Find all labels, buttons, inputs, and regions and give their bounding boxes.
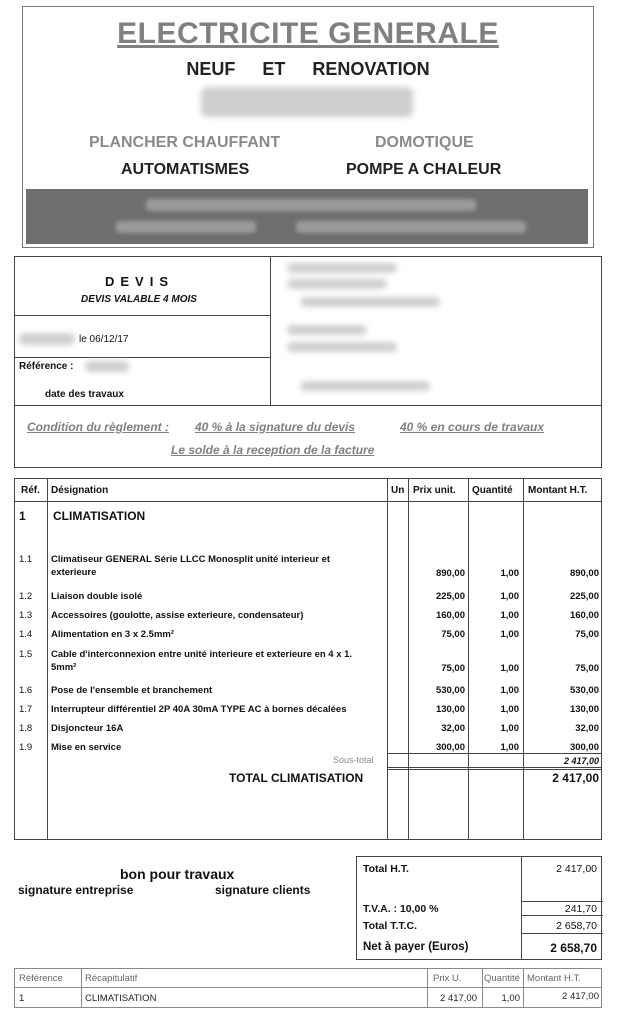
total-ttc-label: Total T.T.C. — [363, 920, 418, 932]
row-ref: 1.4 — [19, 629, 33, 640]
row-quantity: 1,00 — [500, 629, 519, 640]
row-designation-cont: 5mm² — [51, 662, 77, 673]
row-designation-cont: exterieure — [51, 567, 97, 578]
row-quantity: 1,00 — [500, 742, 519, 753]
header-quantity: Quantité — [472, 485, 513, 496]
header-unit-price: Prix unit. — [413, 485, 456, 496]
reference-label: Référence : — [19, 361, 74, 372]
condition-signature: 40 % à la signature du devis — [195, 420, 356, 434]
redacted-phone — [116, 221, 256, 233]
row-unit-price: 75,00 — [441, 663, 465, 674]
row-amount: 32,00 — [575, 723, 599, 734]
recap-header-amount: Montant H.T. — [527, 973, 581, 984]
row-unit-price: 32,00 — [441, 723, 465, 734]
redacted-city — [19, 333, 75, 345]
contact-band — [26, 189, 588, 244]
row-ref: 1.7 — [19, 704, 33, 715]
devis-info-box — [14, 256, 602, 468]
totals-box — [356, 856, 602, 960]
redacted-reference — [85, 361, 129, 372]
row-ref: 1.8 — [19, 723, 33, 734]
row-amount: 160,00 — [569, 610, 599, 621]
redacted-client-city — [300, 297, 440, 307]
row-designation: Cable d'interconnexion entre unité interieure et exterieure en 4 x 1. — [51, 649, 353, 660]
redacted-address — [146, 199, 476, 211]
recap-header-price: Prix U. — [433, 973, 462, 984]
redacted-site-name — [287, 325, 367, 335]
row-ref: 1.5 — [19, 649, 33, 660]
service-pompe: POMPE A CHALEUR — [346, 161, 502, 178]
row-designation: Pose de l'ensemble et branchement — [51, 685, 213, 696]
row-amount: 530,00 — [569, 685, 599, 696]
total-label: TOTAL CLIMATISATION — [229, 771, 364, 785]
company-header — [22, 6, 594, 248]
subtotal-label: Sous-total — [333, 755, 374, 765]
net-value: 2 658,70 — [550, 941, 597, 955]
company-name: ELECTRICITE GENERALE — [117, 17, 499, 50]
row-unit-price: 130,00 — [435, 704, 465, 715]
service-automatismes: AUTOMATISMES — [121, 161, 250, 178]
redacted-site-address — [287, 342, 397, 352]
row-unit-price: 890,00 — [435, 568, 465, 579]
tva-label: T.V.A. : 10,00 % — [363, 903, 439, 915]
tva-value: 241,70 — [564, 903, 597, 915]
redacted-email — [296, 221, 526, 233]
row-designation: Climatiseur GENERAL Série LLCC Monosplit unité interieur et — [51, 554, 331, 565]
row-quantity: 1,00 — [500, 591, 519, 602]
recap-ref: 1 — [19, 993, 25, 1004]
devis-title: DEVIS — [105, 274, 175, 289]
row-amount: 890,00 — [569, 568, 599, 579]
net-label: Net à payer (Euros) — [363, 941, 469, 953]
row-quantity: 1,00 — [500, 723, 519, 734]
items-table — [14, 478, 602, 840]
subtotal-value: 2 417,00 — [563, 756, 599, 766]
row-amount: 75,00 — [575, 629, 599, 640]
row-designation: Liaison double isolé — [51, 591, 143, 602]
recap-label: CLIMATISATION — [85, 993, 157, 1004]
row-quantity: 1,00 — [500, 704, 519, 715]
condition-progress: 40 % en cours de travaux — [400, 420, 545, 434]
row-quantity: 1,00 — [500, 685, 519, 696]
recap-header-qty: Quantité — [484, 973, 520, 984]
signature-entreprise: signature entreprise — [18, 883, 134, 897]
header-ref: Réf. — [21, 485, 40, 496]
recap-header-ref: Référence — [19, 973, 63, 984]
redacted-client-name — [287, 263, 397, 273]
total-ttc-value: 2 658,70 — [556, 920, 597, 932]
service-plancher: PLANCHER CHAUFFANT — [89, 134, 281, 151]
header-unit: Un — [391, 485, 405, 496]
bon-pour-travaux: bon pour travaux — [120, 866, 235, 882]
row-designation: Alimentation en 3 x 2.5mm² — [51, 629, 175, 640]
recap-price: 2 417,00 — [440, 993, 477, 1004]
redacted-client-address — [287, 279, 387, 289]
service-domotique: DOMOTIQUE — [375, 134, 474, 151]
row-ref: 1.1 — [19, 554, 33, 565]
row-ref: 1.2 — [19, 591, 33, 602]
row-quantity: 1,00 — [500, 568, 519, 579]
row-designation: Accessoires (goulotte, assise exterieure, condensateur) — [51, 610, 304, 621]
redacted-owner-name — [201, 87, 413, 117]
redacted-site-city — [300, 381, 430, 391]
row-ref: 1.6 — [19, 685, 33, 696]
header-designation: Désignation — [51, 485, 109, 496]
total-value: 2 417,00 — [552, 771, 599, 785]
row-designation: Mise en service — [51, 742, 122, 753]
recap-qty: 1,00 — [501, 993, 520, 1004]
row-unit-price: 160,00 — [435, 610, 465, 621]
row-designation: Interrupteur différentiel 2P 40A 30mA TYPE AC à bornes décalées — [51, 704, 347, 715]
row-ref: 1.3 — [19, 610, 33, 621]
total-ht-value: 2 417,00 — [556, 863, 597, 875]
recap-amount: 2 417,00 — [562, 991, 599, 1002]
conditions-label: Condition du règlement : — [27, 420, 169, 434]
row-amount: 225,00 — [569, 591, 599, 602]
works-date-label: date des travaux — [45, 389, 124, 400]
company-tagline: NEUF ET RENOVATION — [186, 59, 430, 79]
total-ht-label: Total H.T. — [363, 863, 409, 875]
row-unit-price: 300,00 — [435, 742, 465, 753]
row-unit-price: 225,00 — [435, 591, 465, 602]
row-amount: 75,00 — [575, 663, 599, 674]
recap-table — [14, 968, 602, 1008]
header-amount: Montant H.T. — [528, 485, 588, 496]
row-unit-price: 530,00 — [435, 685, 465, 696]
row-unit-price: 75,00 — [441, 629, 465, 640]
section-title: CLIMATISATION — [53, 509, 146, 523]
row-quantity: 1,00 — [500, 663, 519, 674]
devis-validity: DEVIS VALABLE 4 MOIS — [81, 294, 197, 305]
row-amount: 300,00 — [569, 742, 599, 753]
section-ref: 1 — [19, 509, 26, 523]
devis-date: le 06/12/17 — [79, 334, 129, 345]
condition-balance: Le solde à la reception de la facture — [171, 443, 375, 457]
row-designation: Disjoncteur 16A — [51, 723, 124, 734]
row-amount: 130,00 — [569, 704, 599, 715]
row-quantity: 1,00 — [500, 610, 519, 621]
signature-clients: signature clients — [215, 883, 311, 897]
recap-header-label: Récapitulatif — [85, 973, 138, 984]
row-ref: 1.9 — [19, 742, 33, 753]
